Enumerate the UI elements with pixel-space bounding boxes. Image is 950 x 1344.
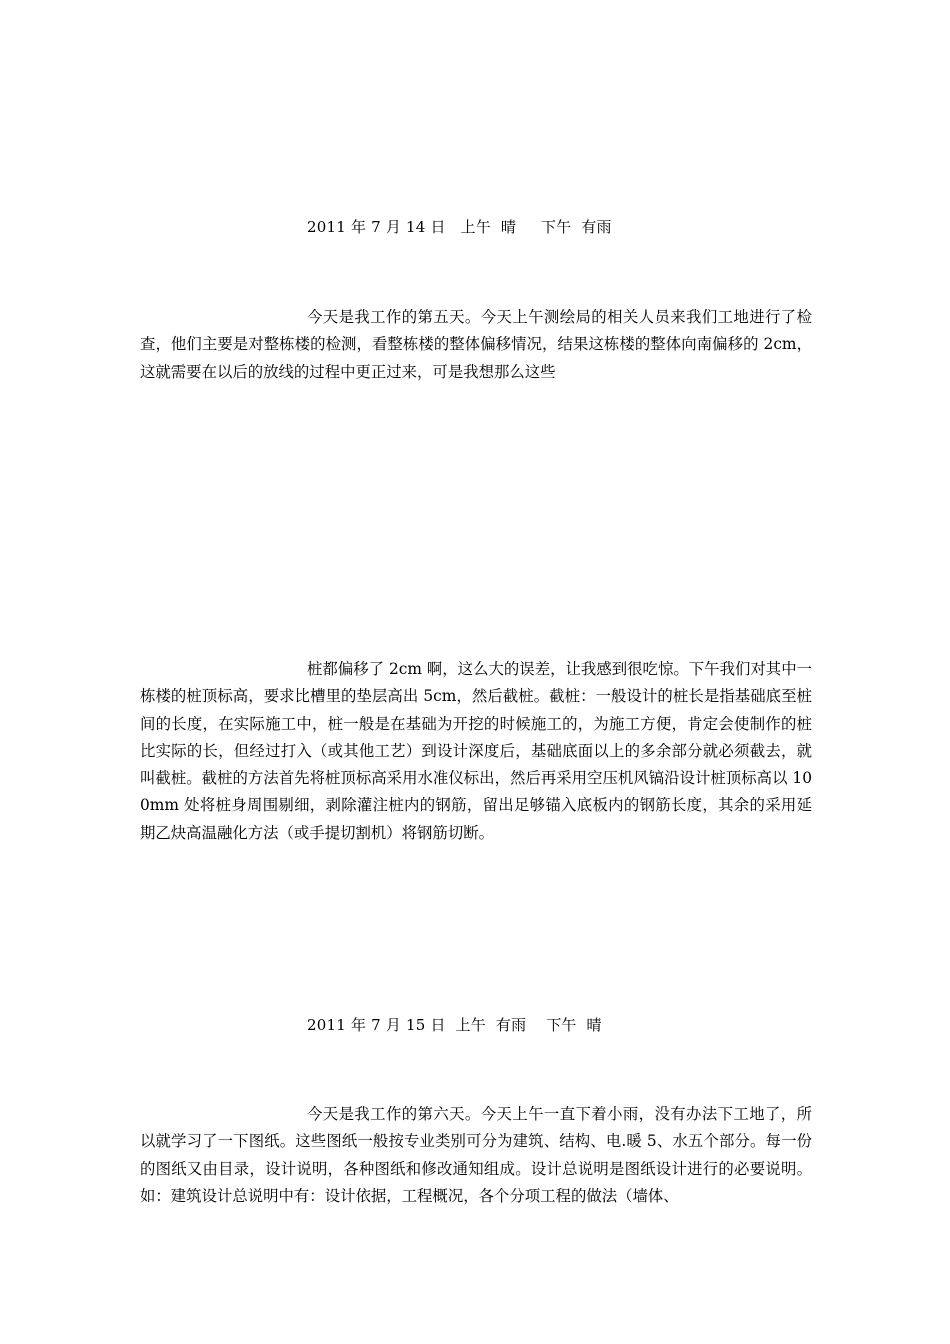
diary-paragraph: 今天是我工作的第六天。今天上午一直下着小雨，没有办法下工地了，所以就学习了一下图纸。这些图纸一般按专业类别可分为建筑、结构、电.暖 5、水五个部分。每一份的图纸又由目录，设计说明，各种图纸和修改通知组成。设计总说明是图纸设计进行的必要说明。如：建筑设计总说明中有：设计依据，工程概况，各个分项工程的做法（墙体、: [140, 1105, 812, 1205]
diary-date-heading: 2011 年 7 月 14 日 上午 晴 下午 有雨: [307, 218, 612, 236]
diary-paragraph: 桩都偏移了 2cm 啊，这么大的误差，让我感到很吃惊。下午我们对其中一栋楼的桩顶标高，要求比槽里的垫层高出 5cm，然后截桩。截桩：一般设计的桩长是指基础底至桩间的长度，在实际施工中，桩一般是在基础为开挖的时候施工的，为施工方便，肯定会使制作的桩比实际的长，但经过打入（或其他工艺）到设计深度后，基础底面以上的多余部分就必须截去，就叫截桩。截桩的方法首先将桩顶标高采用水准仪标出，然后再采用空压机风镐沿设计桩顶标高以 100mm 处将桩身周围剔细，剥除灌注桩内的钢筋，留出足够锚入底板内的钢筋长度，其余的采用延期乙炔高温融化方法（或手提切割机）将钢筋切断。: [140, 660, 812, 842]
diary-date-heading: 2011 年 7 月 15 日 上午 有雨 下午 晴: [307, 1016, 602, 1034]
diary-paragraph: 今天是我工作的第五天。今天上午测绘局的相关人员来我们工地进行了检查，他们主要是对整栋楼的检测，看整栋楼的整体偏移情况，结果这栋楼的整体向南偏移的 2cm，这就需要在以后的放线的过程中更正过来，可是我想那么这些: [140, 308, 812, 381]
